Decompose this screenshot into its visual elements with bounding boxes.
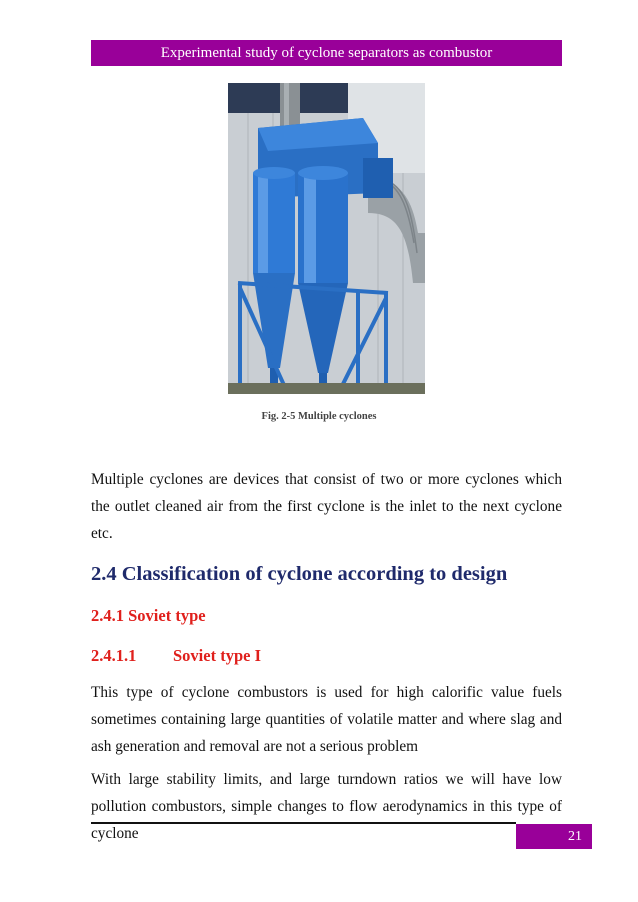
footer-rule	[91, 822, 516, 824]
multiple-cyclones-photo	[228, 83, 425, 394]
figure-caption: Fig. 2-5 Multiple cyclones	[261, 411, 377, 422]
subsubsection-heading	[91, 646, 261, 666]
paragraph-intro: Multiple cyclones are devices that consist of two or more cyclones which the outlet cleaned air from the first cyclone is the inlet to the next cyclone etc.	[91, 471, 562, 542]
paragraph-soviet-description: This type of cyclone combustors is used for high calorific value fuels sometimes containing large quantities of volatile matter and where slag and ash generation and removal are not a serious problem	[91, 684, 562, 755]
page-number: 21	[516, 824, 592, 849]
section-heading: 2.4 Classification of cyclone according to design	[91, 563, 508, 585]
running-header: Experimental study of cyclone separators as combustor	[91, 40, 562, 66]
paragraph-stability: With large stability limits, and large turndown ratios we will have low pollution combustors, simple changes to flow aerodynamics in this type of cyclone	[91, 771, 562, 842]
subsubsection-title: Soviet type I	[173, 646, 261, 665]
subsection-heading: 2.4.1 Soviet type	[91, 606, 206, 625]
subsubsection-number: 2.4.1.1	[91, 646, 137, 665]
